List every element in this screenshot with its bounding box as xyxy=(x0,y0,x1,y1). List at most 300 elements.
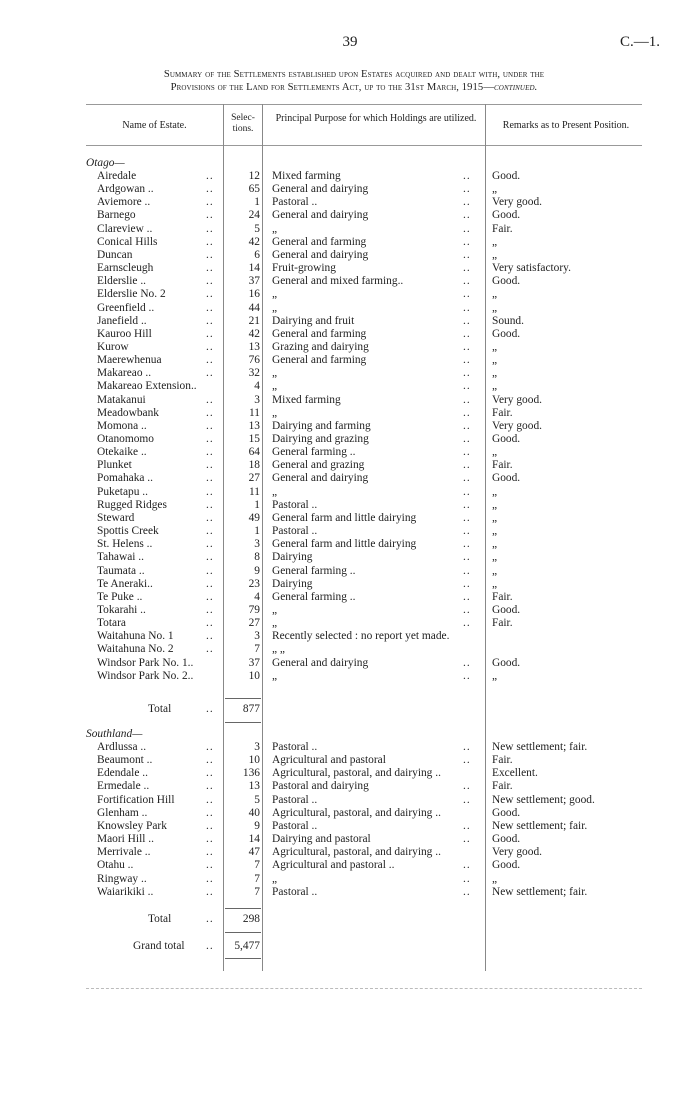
selections-count: 18 xyxy=(248,459,260,472)
remarks: „ xyxy=(492,669,498,682)
estate-name: Puketapu .. xyxy=(97,485,148,498)
leader-dots: .. xyxy=(206,275,214,288)
principal-purpose: „ xyxy=(272,669,278,682)
selections-count: 4 xyxy=(254,380,260,393)
leader-dots: .. xyxy=(206,393,214,406)
leader-dots: .. xyxy=(206,551,214,564)
leader-dots: .. xyxy=(206,433,214,445)
principal-purpose: General and dairying xyxy=(272,656,369,669)
estate-name: Duncan xyxy=(97,248,133,261)
table-row xyxy=(0,780,700,793)
leader-dots: .. xyxy=(463,380,471,393)
selections-count: 16 xyxy=(248,288,260,301)
remarks: „ xyxy=(492,511,498,524)
selections-count: 42 xyxy=(248,235,260,248)
table-row xyxy=(0,407,700,420)
selections-count: 37 xyxy=(248,275,260,288)
selections-count: 42 xyxy=(248,327,260,340)
estate-name: Clareview .. xyxy=(97,222,153,235)
selections-count: 1 xyxy=(254,196,260,209)
selections-count: 12 xyxy=(248,170,260,182)
table-row xyxy=(0,754,700,767)
estate-name: Aviemore .. xyxy=(97,196,151,209)
table-row xyxy=(0,288,700,301)
principal-purpose: „ „ xyxy=(272,643,285,656)
leader-dots: .. xyxy=(463,196,471,209)
estate-name: Barnego xyxy=(97,209,136,222)
selections-count: 7 xyxy=(254,643,260,656)
leader-dots: .. xyxy=(206,498,214,511)
principal-purpose: Agricultural and pastoral xyxy=(272,754,386,767)
table-row xyxy=(0,525,700,538)
section-heading-label: Southland— xyxy=(86,728,143,740)
principal-purpose: Dairying xyxy=(272,551,313,564)
leader-dots: .. xyxy=(463,340,471,353)
total-value: 298 xyxy=(242,913,260,925)
estate-name: Janefield .. xyxy=(97,314,147,327)
estate-name: Makareao .. xyxy=(97,367,152,380)
leader-dots: .. xyxy=(206,885,214,898)
table-row xyxy=(0,670,700,683)
title-line-2 xyxy=(78,81,630,94)
estate-name: Greenfield .. xyxy=(97,301,155,314)
remarks: „ xyxy=(492,183,498,196)
selections-count: 11 xyxy=(249,406,260,419)
leader-dots: .. xyxy=(463,793,471,806)
estate-name: Plunket xyxy=(97,459,132,472)
leader-dots: .. xyxy=(463,446,471,459)
estate-name: Elderslie .. xyxy=(97,275,147,288)
estate-name: Glenham .. xyxy=(97,806,148,819)
table-row xyxy=(0,657,700,670)
remarks: „ xyxy=(492,380,498,393)
principal-purpose: Pastoral .. xyxy=(272,196,318,209)
principal-purpose: „ xyxy=(272,406,278,419)
estate-name: Airedale xyxy=(97,170,137,182)
estate-name: Ermedale .. xyxy=(97,780,150,793)
principal-purpose: General and dairying xyxy=(272,209,369,222)
remarks: Good. xyxy=(492,209,521,222)
principal-purpose: Pastoral .. xyxy=(272,741,318,753)
remarks: Fair. xyxy=(492,459,513,472)
estate-name: Kauroo Hill xyxy=(97,327,152,340)
principal-purpose: Mixed farming xyxy=(272,170,341,182)
estate-name: Merrivale .. xyxy=(97,846,151,859)
leader-dots: .. xyxy=(463,741,471,753)
estate-name: Momona .. xyxy=(97,419,147,432)
leader-dots: .. xyxy=(463,872,471,885)
selections-count: 3 xyxy=(254,630,260,643)
table-row xyxy=(0,551,700,564)
principal-purpose: Dairying and fruit xyxy=(272,314,355,327)
principal-purpose: General farming .. xyxy=(272,564,356,577)
footer-rule xyxy=(86,988,642,989)
principal-purpose: General and farming xyxy=(272,354,367,367)
table-row xyxy=(0,380,700,393)
estate-name: Meadowbank xyxy=(97,406,159,419)
table-row xyxy=(0,472,700,485)
principal-purpose: Pastoral .. xyxy=(272,498,318,511)
principal-purpose: Dairying and farming xyxy=(272,419,371,432)
leader-dots: .. xyxy=(206,703,214,715)
remarks: Fair. xyxy=(492,222,513,235)
table-row xyxy=(0,354,700,367)
estate-name: Ardlussa .. xyxy=(97,741,147,753)
leader-dots: .. xyxy=(463,564,471,577)
leader-dots: .. xyxy=(463,327,471,340)
table-row xyxy=(0,249,700,262)
leader-dots: .. xyxy=(463,235,471,248)
estate-name: Spottis Creek xyxy=(97,525,159,538)
remarks: Good. xyxy=(492,170,521,182)
grand-total-rule xyxy=(225,958,261,959)
estate-name: Edendale .. xyxy=(97,767,148,780)
estate-name: Fortification Hill xyxy=(97,793,175,806)
selections-count: 9 xyxy=(254,819,260,832)
principal-purpose: „ xyxy=(272,288,278,301)
table-row xyxy=(0,617,700,630)
title-line-1: Summary of the Settlements established upon Estates acquired and dealt with, under the xyxy=(163,69,545,80)
leader-dots: .. xyxy=(206,511,214,524)
selections-count: 1 xyxy=(254,498,260,511)
leader-dots: .. xyxy=(206,819,214,832)
remarks: „ xyxy=(492,564,498,577)
table-row xyxy=(0,807,700,820)
leader-dots: .. xyxy=(463,551,471,564)
leader-dots: .. xyxy=(206,485,214,498)
selections-count: 7 xyxy=(254,885,260,898)
leader-dots: .. xyxy=(206,248,214,261)
selections-count: 1 xyxy=(254,525,260,538)
remarks: Fair. xyxy=(492,780,513,793)
table-row xyxy=(0,367,700,380)
estate-name: Tokarahi .. xyxy=(97,603,146,616)
principal-purpose: „ xyxy=(272,872,278,885)
remarks: Good. xyxy=(492,603,521,616)
estate-name: Conical Hills xyxy=(97,235,158,248)
leader-dots: .. xyxy=(463,780,471,793)
estate-name: Maerewhenua xyxy=(97,354,162,367)
table-row xyxy=(0,538,700,551)
leader-dots: .. xyxy=(206,314,214,327)
section-heading-label: Otago— xyxy=(86,157,125,169)
remarks: Very good. xyxy=(492,393,542,406)
leader-dots: .. xyxy=(463,885,471,898)
table-row xyxy=(0,236,700,249)
selections-count: 13 xyxy=(248,780,260,793)
estate-name: Matakanui xyxy=(97,393,146,406)
table-row xyxy=(0,315,700,328)
estate-name: Steward xyxy=(97,511,135,524)
table-row xyxy=(0,209,700,222)
total-label: Total xyxy=(148,913,172,925)
principal-purpose: General and dairying xyxy=(272,472,369,485)
leader-dots: .. xyxy=(206,913,214,925)
table-row xyxy=(0,604,700,617)
selections-count: 7 xyxy=(254,872,260,885)
selections-count: 21 xyxy=(248,314,260,327)
principal-purpose: General and dairying xyxy=(272,248,369,261)
leader-dots: .. xyxy=(206,577,214,590)
table-row xyxy=(0,433,700,446)
page-number: 39 xyxy=(342,34,358,50)
table-row xyxy=(0,394,700,407)
leader-dots: .. xyxy=(206,940,214,952)
table-row xyxy=(0,767,700,780)
remarks: Good. xyxy=(492,472,521,485)
principal-purpose: General and grazing xyxy=(272,459,365,472)
leader-dots: .. xyxy=(206,859,214,872)
table-row xyxy=(0,262,700,275)
remarks: „ xyxy=(492,525,498,538)
leader-dots: .. xyxy=(463,419,471,432)
principal-purpose: Agricultural, pastoral, and dairying .. xyxy=(272,846,441,859)
leader-dots: .. xyxy=(463,433,471,445)
title-line-2-text: Provisions of the Land for Settlements Act, up to the 31st March, 1915— xyxy=(170,82,495,93)
principal-purpose: Fruit-growing xyxy=(272,262,336,275)
remarks: „ xyxy=(492,551,498,564)
remarks: „ xyxy=(492,248,498,261)
leader-dots: .. xyxy=(463,525,471,538)
selections-count: 14 xyxy=(248,262,260,275)
principal-purpose: Grazing and dairying xyxy=(272,340,369,353)
selections-count: 136 xyxy=(242,767,260,780)
principal-purpose: Pastoral .. xyxy=(272,885,318,898)
table-row xyxy=(0,578,700,591)
leader-dots: .. xyxy=(463,819,471,832)
leader-dots: .. xyxy=(463,183,471,196)
principal-purpose: „ xyxy=(272,367,278,380)
leader-dots: .. xyxy=(206,846,214,859)
remarks: Good. xyxy=(492,859,521,872)
table-row xyxy=(0,833,700,846)
principal-purpose: Pastoral .. xyxy=(272,819,318,832)
table-row xyxy=(0,591,700,604)
estate-name: Otekaike .. xyxy=(97,446,147,459)
table-row xyxy=(0,741,700,754)
remarks: Good. xyxy=(492,833,521,846)
table-row xyxy=(0,630,700,643)
section-heading xyxy=(0,157,700,170)
remarks: Fair. xyxy=(492,617,513,630)
leader-dots: .. xyxy=(463,262,471,275)
leader-dots: .. xyxy=(206,367,214,380)
estate-name: Earnscleugh xyxy=(97,262,154,275)
remarks: New settlement; fair. xyxy=(492,819,588,832)
leader-dots: .. xyxy=(463,669,471,682)
header-top-rule xyxy=(86,104,642,105)
table-row xyxy=(0,341,700,354)
remarks: „ xyxy=(492,538,498,551)
header-purpose: Principal Purpose for which Holdings are utilized. xyxy=(275,113,477,124)
table-row xyxy=(0,275,700,288)
table-row xyxy=(0,643,700,656)
leader-dots: .. xyxy=(463,301,471,314)
remarks: Good. xyxy=(492,806,521,819)
selections-count: 3 xyxy=(254,393,260,406)
principal-purpose: Pastoral .. xyxy=(272,793,318,806)
header-remarks: Remarks as to Present Position. xyxy=(502,120,630,131)
estate-name: Waiarikiki .. xyxy=(97,885,154,898)
selections-count: 15 xyxy=(248,433,260,445)
leader-dots: .. xyxy=(206,833,214,846)
selections-count: 47 xyxy=(248,846,260,859)
leader-dots: .. xyxy=(206,617,214,630)
estate-name: Elderslie No. 2 xyxy=(97,288,166,301)
selections-count: 64 xyxy=(248,446,260,459)
selections-count: 10 xyxy=(248,754,260,767)
remarks: New settlement; fair. xyxy=(492,741,588,753)
table-row xyxy=(0,170,700,183)
leader-dots: .. xyxy=(206,630,214,643)
estate-name: Beaumont .. xyxy=(97,754,153,767)
header-bottom-rule xyxy=(86,145,642,146)
estate-name: Maori Hill .. xyxy=(97,833,154,846)
principal-purpose: Mixed farming xyxy=(272,393,341,406)
leader-dots: .. xyxy=(206,419,214,432)
estate-name: Tahawai .. xyxy=(97,551,144,564)
leader-dots: .. xyxy=(206,196,214,209)
table-row xyxy=(0,196,700,209)
estate-name: Ringway .. xyxy=(97,872,147,885)
remarks: Fair. xyxy=(492,590,513,603)
estate-name: Windsor Park No. 2.. xyxy=(97,669,194,682)
remarks: „ xyxy=(492,235,498,248)
leader-dots: .. xyxy=(206,806,214,819)
remarks: New settlement; good. xyxy=(492,793,595,806)
principal-purpose: General and mixed farming.. xyxy=(272,275,404,288)
leader-dots: .. xyxy=(206,459,214,472)
estate-name: Pomahaka .. xyxy=(97,472,153,485)
leader-dots: .. xyxy=(463,393,471,406)
principal-purpose: Pastoral and dairying xyxy=(272,780,369,793)
principal-purpose: General farm and little dairying xyxy=(272,511,417,524)
leader-dots: .. xyxy=(463,222,471,235)
leader-dots: .. xyxy=(463,498,471,511)
leader-dots: .. xyxy=(206,222,214,235)
leader-dots: .. xyxy=(206,780,214,793)
remarks: „ xyxy=(492,446,498,459)
principal-purpose: General farming .. xyxy=(272,446,356,459)
table-row xyxy=(0,183,700,196)
remarks: „ xyxy=(492,367,498,380)
leader-dots: .. xyxy=(463,367,471,380)
principal-purpose: Dairying xyxy=(272,577,313,590)
header-name: Name of Estate. xyxy=(122,120,187,131)
table-row xyxy=(0,486,700,499)
selections-count: 5 xyxy=(254,222,260,235)
table-row xyxy=(0,859,700,872)
selections-count: 40 xyxy=(248,806,260,819)
principal-purpose: „ xyxy=(272,617,278,630)
leader-dots: .. xyxy=(463,170,471,182)
leader-dots: .. xyxy=(463,617,471,630)
estate-name: Otahu .. xyxy=(97,859,134,872)
selections-count: 13 xyxy=(248,340,260,353)
selections-count: 27 xyxy=(248,472,260,485)
leader-dots: .. xyxy=(206,603,214,616)
leader-dots: .. xyxy=(206,340,214,353)
remarks: New settlement; fair. xyxy=(492,885,588,898)
principal-purpose: General farming .. xyxy=(272,590,356,603)
principal-purpose: General and dairying xyxy=(272,183,369,196)
selections-count: 8 xyxy=(254,551,260,564)
remarks: Good. xyxy=(492,433,521,445)
leader-dots: .. xyxy=(206,793,214,806)
section-heading xyxy=(0,728,700,741)
estate-name: Taumata .. xyxy=(97,564,145,577)
title-continued: continued. xyxy=(494,82,538,93)
remarks: Very good. xyxy=(492,196,542,209)
principal-purpose: „ xyxy=(272,380,278,393)
leader-dots: .. xyxy=(463,656,471,669)
selections-count: 32 xyxy=(248,367,260,380)
grand-total-label: Grand total xyxy=(133,940,185,952)
remarks: Very good. xyxy=(492,846,542,859)
principal-purpose: Dairying and grazing xyxy=(272,433,369,445)
principal-purpose: „ xyxy=(272,603,278,616)
remarks: „ xyxy=(492,301,498,314)
principal-purpose: Pastoral .. xyxy=(272,525,318,538)
remarks: „ xyxy=(492,485,498,498)
principal-purpose: „ xyxy=(272,485,278,498)
selections-count: 4 xyxy=(254,590,260,603)
leader-dots: .. xyxy=(463,538,471,551)
leader-dots: .. xyxy=(206,446,214,459)
selections-count: 11 xyxy=(249,485,260,498)
leader-dots: .. xyxy=(206,288,214,301)
leader-dots: .. xyxy=(463,577,471,590)
otago-total-rule-bottom xyxy=(225,722,261,723)
leader-dots: .. xyxy=(206,741,214,753)
estate-name: Makareao Extension.. xyxy=(97,380,197,393)
leader-dots: .. xyxy=(463,354,471,367)
remarks: „ xyxy=(492,354,498,367)
estate-name: St. Helens .. xyxy=(97,538,153,551)
remarks: „ xyxy=(492,288,498,301)
selections-count: 5 xyxy=(254,793,260,806)
table-row xyxy=(0,446,700,459)
grand-total-row xyxy=(0,940,700,953)
leader-dots: .. xyxy=(206,754,214,767)
principal-purpose: Recently selected : no report yet made. xyxy=(272,630,450,643)
principal-purpose: „ xyxy=(272,222,278,235)
remarks: „ xyxy=(492,498,498,511)
selections-count: 14 xyxy=(248,833,260,846)
leader-dots: .. xyxy=(463,314,471,327)
summary-title xyxy=(78,68,630,94)
leader-dots: .. xyxy=(206,406,214,419)
leader-dots: .. xyxy=(206,472,214,485)
principal-purpose: General farm and little dairying xyxy=(272,538,417,551)
southland-total-rule-top xyxy=(225,908,261,909)
selections-count: 7 xyxy=(254,859,260,872)
estate-name: Windsor Park No. 1.. xyxy=(97,656,194,669)
remarks: „ xyxy=(492,872,498,885)
southland-total-rule-bottom xyxy=(225,932,261,933)
total-value: 877 xyxy=(242,703,260,715)
principal-purpose: „ xyxy=(272,301,278,314)
estate-name: Otanomomo xyxy=(97,433,154,445)
leader-dots: .. xyxy=(206,525,214,538)
leader-dots: .. xyxy=(463,288,471,301)
estate-name: Te Aneraki.. xyxy=(97,577,153,590)
leader-dots: .. xyxy=(206,262,214,275)
leader-dots: .. xyxy=(206,590,214,603)
table-row xyxy=(0,886,700,899)
table-row xyxy=(0,223,700,236)
remarks: „ xyxy=(492,577,498,590)
